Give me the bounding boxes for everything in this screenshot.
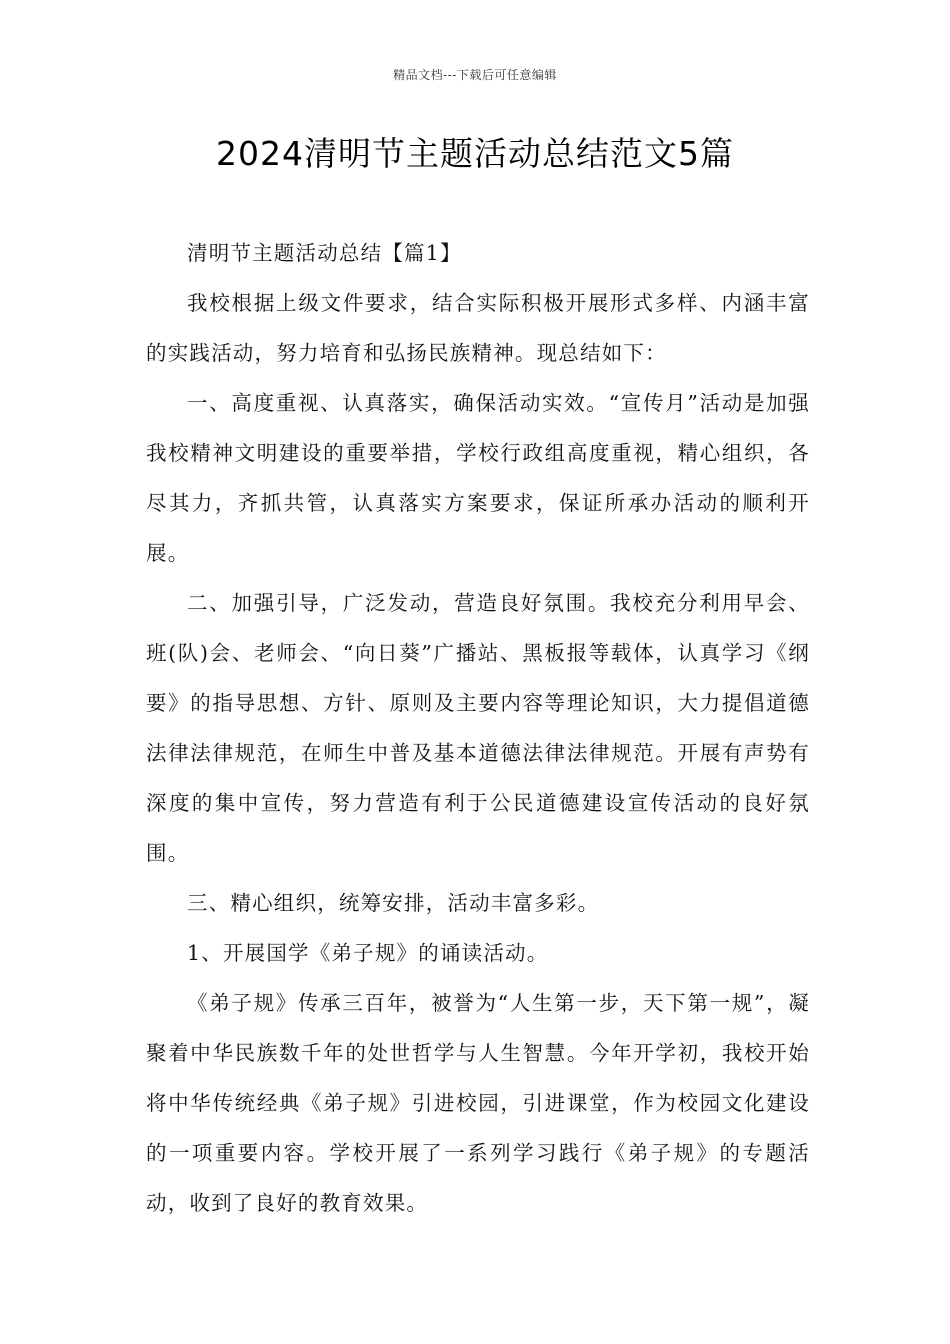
paragraph: 1、开展国学《弟子规》的诵读活动。 (187, 941, 549, 965)
paragraph: 二、加强引导，广泛发动，营造良好氛围。我校充分利用早会、班(队)会、老师会、“向日葵”广播站、黑板报等载体，认真学习《纲要》的指导思想、方针、原则及主要内容等理论知识，大力提倡道德法律法律规范，在师生中普及基本道德法律法律规范。开展有声势有深度的集中宣传，努力营造有利于公民道德建设宣传活动的良好氛围。 (146, 591, 810, 865)
paragraph: 我校根据上级文件要求，结合实际积极开展形式多样、内涵丰富的实践活动，努力培育和弘扬民族精神。现总结如下： (146, 291, 810, 365)
section-heading: 清明节主题活动总结【篇1】 (187, 241, 462, 265)
document-body (146, 228, 810, 1228)
paragraph: 三、精心组织，统筹安排，活动丰富多彩。 (187, 891, 600, 915)
paragraph: 一、高度重视、认真落实，确保活动实效。“宣传月”活动是加强我校精神文明建设的重要举措，学校行政组高度重视，精心组织，各尽其力，齐抓共管，认真落实方案要求，保证所承办活动的顺利开展。 (146, 391, 810, 565)
header-note: 精品文档---下载后可任意编辑 (393, 68, 557, 82)
paragraph: 《弟子规》传承三百年，被誉为“人生第一步，天下第一规”，凝聚着中华民族数千年的处世哲学与人生智慧。今年开学初，我校开始将中华传统经典《弟子规》引进校园，引进课堂，作为校园文化建设的一项重要内容。学校开展了一系列学习践行《弟子规》的专题活动，收到了良好的教育效果。 (146, 991, 810, 1215)
document-title: 2024清明节主题活动总结范文5篇 (216, 134, 734, 173)
